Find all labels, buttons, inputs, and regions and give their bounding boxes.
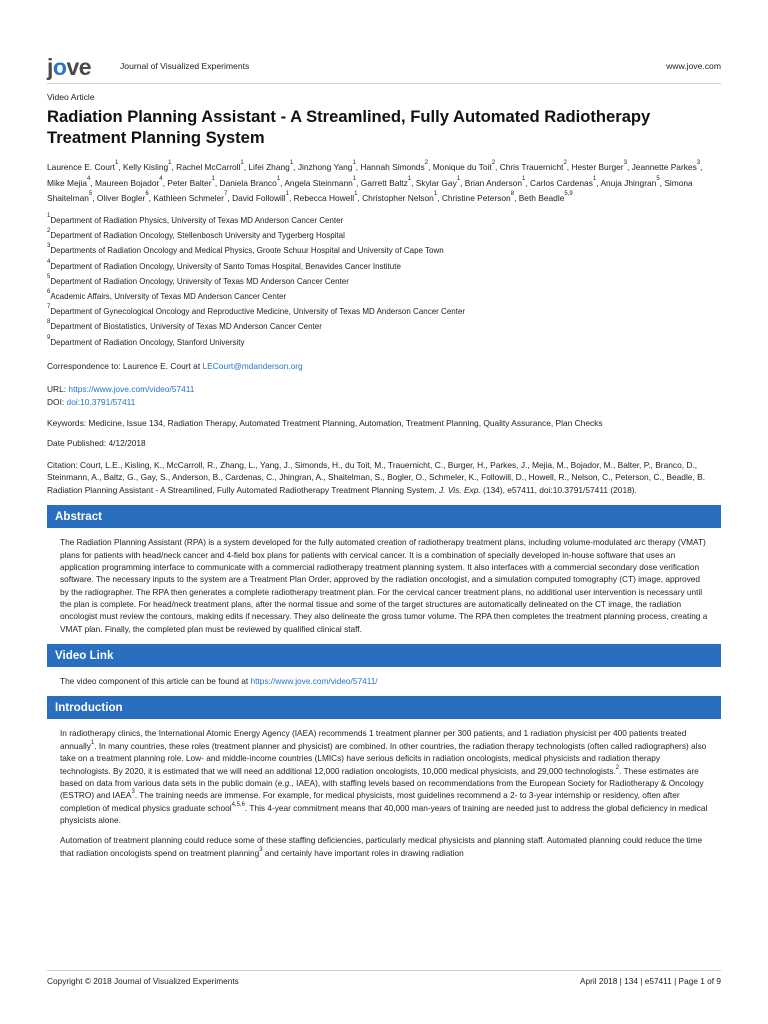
abstract-heading: Abstract — [47, 505, 721, 528]
author-name[interactable]: Skylar Gay — [415, 177, 457, 188]
article-type: Video Article — [47, 92, 95, 102]
affiliation-text: Department of Radiation Oncology, Stellenbosch University and Tygerberg Hospital — [50, 231, 345, 241]
author-name[interactable]: Kathleen Schmeler — [153, 193, 225, 204]
author-affiliation-ref: 1 — [240, 160, 244, 167]
author-name[interactable]: Christine Peterson — [441, 193, 511, 204]
citation — [47, 459, 721, 496]
affiliation-number: 1 — [47, 213, 51, 220]
site-link[interactable]: www.jove.com — [666, 61, 721, 71]
author-name[interactable]: Monique du Toit — [432, 162, 492, 173]
author-name[interactable]: Carlos Cardenas — [530, 177, 593, 188]
author-name[interactable]: Anuja Jhingran — [600, 177, 657, 188]
author-affiliation-ref: 4 — [159, 175, 163, 182]
affiliation-number: 8 — [47, 319, 51, 326]
article-url-link[interactable]: https://www.jove.com/video/57411 — [68, 384, 195, 395]
logo-text-ve: ve — [66, 54, 92, 80]
author-name[interactable]: Garrett Baltz — [360, 177, 408, 188]
author-affiliation-ref: 5,9 — [564, 191, 573, 198]
logo-text-j: j — [47, 54, 53, 80]
keywords: Keywords: Medicine, Issue 134, Radiation Therapy, Automated Treatment Planning, Automation, Treatment Planning, Quality Assurance, Plan Checks — [47, 418, 603, 429]
affiliation-number: 5 — [47, 273, 51, 280]
author-name[interactable]: Angela Steinmann — [284, 177, 353, 188]
author-affiliation-ref: 5 — [88, 191, 93, 198]
author-name[interactable]: Simona Shaitelman — [47, 177, 693, 204]
correspondence-email-link[interactable]: LECourt@mdanderson.org — [202, 360, 303, 371]
affiliation-text: Department of Radiation Oncology, University of Texas MD Anderson Cancer Center — [50, 276, 349, 286]
affiliation-text: Department of Radiation Oncology, University of Santo Tomas Hospital, Benavides Cancer Institute — [50, 261, 401, 271]
jove-logo[interactable] — [47, 52, 91, 83]
affiliation-text: Academic Affairs, University of Texas MD Anderson Cancer Center — [50, 291, 287, 301]
author-affiliation-ref: 2 — [491, 160, 496, 167]
citation-tail: (134), e57411, doi:10.3791/57411 (2018). — [480, 484, 637, 495]
author-list: Laurence E. Court$^1$, Kelly Kisling$^1$, Rachel McCarroll$^1$, Lifei Zhang$^1$, Jinzhong Yang$^1$, Hannah Simonds$^2$, Monique du Toit$^2$, Chris Trauernicht$^2$, Hester Burger$^3$, Jeannette Parkes$^3$, Mike Mejia$^4$, Maureen Bojador$^4$, Peter Balter$^1$, Daniela Branco$^1$, Angela Steinmann$^1$, Garrett Baltz$^1$, Skylar Gay$^1$, Brian Anderson$^1$, Carlos Cardenas$^1$, Anuja Jhingran$^5$, Simona Shaitelman$^5$, Oliver Bogler$^6$, Kathleen Schmeler$^7$, David Followill$^1$, Rebecca Howell$^1$, Christopher Nelson$^1$, Christine Peterson$^8$, Beth Beadle$^{5,9}$ — [47, 160, 703, 204]
author-affiliation-ref: 1 — [456, 175, 461, 182]
doi-label: DOI: — [47, 396, 67, 407]
affiliation-item — [47, 213, 721, 228]
author-affiliation-ref: 1 — [289, 160, 294, 167]
affiliation-number: 9 — [47, 334, 51, 341]
copyright: Copyright © 2018 Journal of Visualized Experiments — [47, 976, 239, 986]
citation-ref[interactable]: 3 — [259, 846, 263, 853]
author-name[interactable]: Jeannette Parkes — [631, 162, 697, 173]
affiliation-item — [47, 259, 721, 274]
affiliation-item — [47, 243, 721, 258]
article-content — [47, 92, 721, 859]
intro-text: In radiotherapy clinics, the International Atomic Energy Agency (IAEA) recommends 1 treatment planner per 300 patients, and 1 radiation physicist per 400 patients treated annually — [60, 728, 687, 751]
author-affiliation-ref: 1 — [276, 175, 281, 182]
intro-text: . This 4-year commitment means that 40,000 man-years of training are needed just to address the global deficiency in medical physicists alone. — [60, 802, 708, 825]
intro-text: . In many countries, these roles (treatment planner and physicist) are combined. In other countries, the radiation therapy technologists (often called radiographers) also take on a treatment planning role. Low- and middle-income countries (LMICs) have serious deficits in radiation oncologists, medical physicists and radiation therapy technologists. By 2020, it is estimated that we will need an additional 12,000 radiation oncologists, 10,000 medical physicists, and 29,000 technologists. — [60, 740, 707, 776]
intro-text: and certainly have important roles in drawing radiation — [262, 847, 464, 858]
author-affiliation-ref: 1 — [352, 160, 356, 167]
affiliation-item — [47, 304, 721, 319]
author-affiliation-ref: 8 — [510, 191, 515, 198]
doi-link[interactable]: doi:10.3791/57411 — [66, 396, 136, 407]
author-affiliation-ref: 1 — [352, 175, 357, 182]
author-name[interactable]: Christopher Nelson — [362, 193, 434, 204]
citation-journal: J. Vis. Exp. — [438, 484, 481, 495]
affiliation-text: Department of Radiation Physics, University of Texas MD Anderson Cancer Center — [50, 216, 344, 226]
author-affiliation-ref: 1 — [522, 175, 526, 182]
introduction-heading: Introduction — [47, 696, 721, 719]
author-name[interactable]: Chris Trauernicht — [499, 162, 564, 173]
author-name[interactable]: Daniela Branco — [219, 177, 277, 188]
author-name[interactable]: Beth Beadle — [518, 193, 565, 204]
affiliation-number: 7 — [47, 304, 51, 311]
author-name[interactable]: Kelly Kisling — [122, 162, 169, 173]
affiliation-item — [47, 319, 721, 334]
video-link-label: The video component of this article can be found at — [60, 676, 251, 687]
introduction-paragraph-2 — [47, 834, 721, 859]
article-links — [47, 383, 721, 408]
author-affiliation-ref: 1 — [211, 175, 215, 182]
publication-date: Date Published: 4/12/2018 — [47, 438, 146, 449]
affiliation-item — [47, 274, 721, 289]
affiliation-number: 6 — [47, 288, 51, 295]
author-affiliation-ref: 1 — [168, 160, 172, 167]
author-affiliation-ref: 3 — [696, 160, 701, 167]
affiliation-item — [47, 289, 721, 304]
journal-name: Journal of Visualized Experiments — [120, 61, 250, 71]
author-affiliation-ref: 1 — [285, 191, 289, 198]
intro-text: . These estimates are based on data from various data sets in the public domain ( — [60, 765, 699, 788]
affiliation-text: Departments of Radiation Oncology and Medical Physics, Groote Schuur Hospital and University of Cape Town — [50, 246, 444, 256]
author-affiliation-ref: 5 — [656, 175, 660, 182]
affiliation-list — [47, 213, 721, 350]
affiliation-number: 2 — [47, 228, 51, 235]
author-affiliation-ref: 1 — [407, 175, 412, 182]
author-name[interactable]: Oliver Bogler — [96, 193, 146, 204]
video-link-text — [47, 675, 721, 687]
author-name[interactable]: Brian Anderson — [464, 177, 523, 188]
author-affiliation-ref: 7 — [224, 191, 228, 198]
citation-ref[interactable]: 1 — [90, 739, 95, 746]
citation-ref[interactable]: 3 — [131, 789, 135, 796]
author-name[interactable]: Mike Mejia — [47, 177, 88, 188]
correspondence-label: Correspondence to: Laurence E. Court at — [47, 360, 203, 371]
author-affiliation-ref: 4 — [87, 175, 91, 182]
author-affiliation-ref: 1 — [592, 175, 597, 182]
introduction-paragraph-1 — [47, 727, 721, 826]
author-name[interactable]: Maureen Bojador — [95, 177, 160, 188]
affiliation-text: Department of Radiation Oncology, Stanford University — [50, 337, 245, 347]
affiliation-text: Department of Gynecological Oncology and Reproductive Medicine, University of Texas MD Anderson Cancer Center — [50, 307, 466, 317]
intro-text: , IAEA), with staffing levels based on recommendations from the European Society for Radiotherapy & Oncology (ESTRO) and IAEA — [60, 777, 704, 801]
citation-ref[interactable]: 2 — [615, 764, 620, 771]
video-link-heading: Video Link — [47, 644, 721, 667]
page-footer — [47, 970, 721, 987]
journal-header — [47, 44, 721, 84]
affiliation-number: 3 — [47, 243, 51, 250]
page-info: April 2018 | 134 | e57411 | Page 1 of 9 — [579, 976, 721, 986]
abstract-text: The Radiation Planning Assistant (RPA) is a system developed for the fully automated creation of radiotherapy treatment plans, including volume-modulated arc therapy (VMAT) plans for patients with head/neck cancer and 4-field box plans for patients with cervical cancer. It is a combination of specially developed in-house software that uses an application programming interface to communicate with a commercial radiotherapy treatment planning system. It also interfaces with a commercial secondary dose verification software. The necessary inputs to the system are a Treatment Plan Order, approved by the radiation oncologist, and a simulation computed tomography (CT) image, approved by the radiographer. The RPA then generates a complete radiotherapy treatment plan. For the cervical cancer treatment plans, no additional user intervention is necessary until the plan is complete. For head/neck treatment plans, after the normal tissue and some of the target structures are automatically delineated on the CT image, the radiation oncologist must review the contours, making edits if necessary. They also delineate the gross tumor volume. The RPA then completes the treatment planning process, creating a VMAT plan. Finally, the completed plan must be reviewed by qualified clinical staff. — [60, 537, 708, 634]
author-affiliation-ref: 6 — [145, 191, 149, 198]
author-affiliation-ref: 1 — [433, 191, 438, 198]
author-name[interactable]: Laurence E. Court — [47, 162, 115, 173]
url-label: URL: — [47, 384, 69, 395]
intro-text: e.g. — [277, 777, 292, 788]
author-affiliation-ref: 3 — [623, 160, 627, 167]
intro-text: . The training needs are immense. For example, for medical physicists, most guidelines recommend a 2- to 3-year internship or residency, often after completion of medical physics graduate school — [60, 790, 680, 813]
author-affiliation-ref: 1 — [354, 191, 358, 198]
logo-text-o: o — [52, 54, 67, 80]
video-url-link[interactable]: https://www.jove.com/video/57411/ — [250, 676, 378, 687]
author-name[interactable]: David Followill — [232, 193, 286, 204]
author-name[interactable]: Jinzhong Yang — [297, 162, 353, 173]
author-affiliation-ref: 2 — [424, 160, 429, 167]
author-affiliation-ref: 1 — [114, 160, 119, 167]
affiliation-number: 4 — [47, 258, 51, 265]
author-name[interactable]: Rebecca Howell — [293, 193, 355, 204]
author-name[interactable]: Peter Balter — [167, 177, 212, 188]
affiliation-item — [47, 228, 721, 243]
correspondence — [47, 361, 721, 372]
affiliation-text: Department of Biostatistics, University of Texas MD Anderson Cancer Center — [50, 322, 322, 332]
affiliation-item — [47, 335, 721, 350]
author-name[interactable]: Hannah Simonds — [360, 162, 425, 173]
author-name[interactable]: Hester Burger — [571, 162, 624, 173]
article-title: Radiation Planning Assistant - A Streamlined, Fully Automated Radiotherapy Treatment Planning System — [47, 106, 651, 147]
author-name[interactable]: Rachel McCarroll — [176, 162, 241, 173]
citation-ref[interactable]: 4,5,6 — [231, 801, 245, 808]
citation-text: Citation: Court, L.E., Kisling, K., McCarroll, R., Zhang, L., Yang, J., Simonds, H., du Toit, M., Trauernicht, C., Burger, H., Parkes, J., Mejia, M., Bojador, M., Balter, P., Branco, D., Steinmann, A., Baltz, G., Gay, S., Anderson, B., Cardenas, C., Jhingran, A., Shaitelman, S., Bogler, O., Schmeler, K., Followill, D., Howell, R., Nelson, C., Peterson, C., Beadle, B. Radiation Planning Assistant - A Streamlined, Fully Automated Radiotherapy Treatment Planning System. — [47, 459, 706, 495]
author-name[interactable]: Lifei Zhang — [248, 162, 290, 173]
intro-text: Automation of treatment planning could reduce some of these staffing deficiencies, particularly medical physicists and planning staff. Automated planning could reduce the time that radiation oncologists spend on treatment planning — [60, 835, 703, 858]
author-affiliation-ref: 2 — [563, 160, 567, 167]
